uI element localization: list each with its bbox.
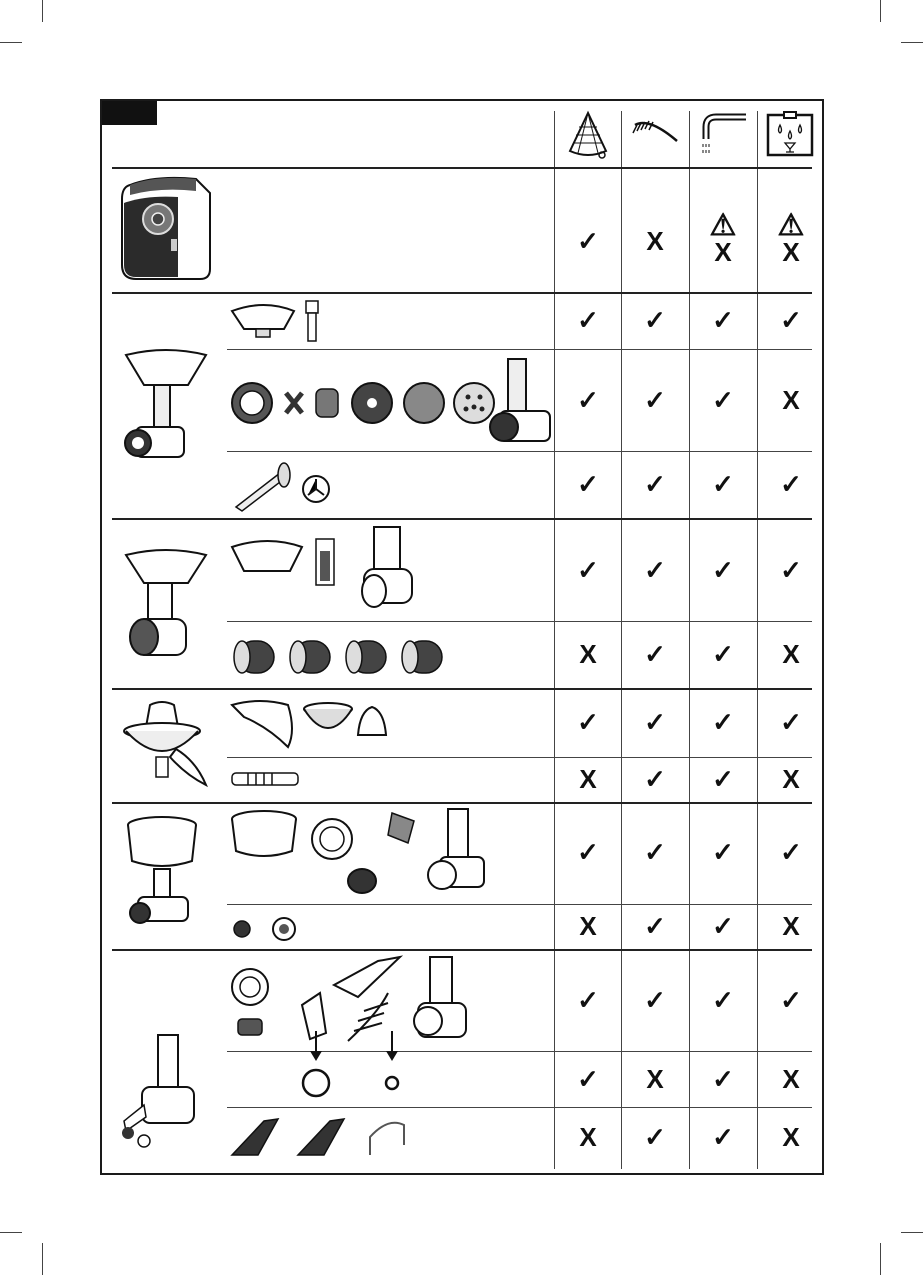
cell-mincer-blades-discs-housing-dishwasher [555,385,621,415]
row-divider [112,292,812,294]
check-mark: ✓ [644,305,666,335]
cell-pasta-attachment-parts-tap [690,985,756,1015]
check-mark: ✓ [644,469,666,499]
check-mark: ✓ [780,469,802,499]
cross-mark: X [646,226,664,256]
check-mark: ✓ [712,837,734,867]
cell-citrus-juicer-parts-damp [758,707,824,737]
cell-mincer-blades-discs-housing-damp [758,385,824,415]
row-divider [227,904,812,905]
crop-mark [42,1243,43,1275]
check-mark: ✓ [712,385,734,415]
check-mark: ✓ [577,385,599,415]
check-mark: ✓ [712,639,734,669]
cross-mark: X [782,1064,800,1094]
crop-mark [0,42,22,43]
cell-citrus-juicer-shaft-dishwasher [555,764,621,794]
cell-juicer-screw-cap-small-parts-dishwasher [555,911,621,941]
row-divider [227,757,812,758]
pasta-cutters-hook-parts [228,1111,428,1165]
cell-grater-hopper-pusher-housing-damp [758,555,824,585]
cell-motor-base-tap [690,209,756,267]
juicer-parts [228,803,498,901]
check-mark: ✓ [644,911,666,941]
cell-citrus-juicer-parts-tap [690,707,756,737]
cell-juicer-screw-cap-small-parts-damp [758,911,824,941]
check-mark: ✓ [577,1064,599,1094]
row-divider [227,451,812,452]
check-mark: ✓ [577,226,599,256]
cell-sausage-kebbe-attachments-brush [622,469,688,499]
cleaning-table [100,99,824,1175]
cross-mark: X [782,237,800,267]
cell-mincer-blades-discs-housing-brush [622,385,688,415]
grater-assembly-illustration [116,541,216,671]
cell-grater-drums-damp [758,639,824,669]
check-mark: ✓ [644,639,666,669]
pasta-seal-rings-diagram [228,1031,428,1103]
check-mark: ✓ [712,1064,734,1094]
cell-pasta-attachment-parts-brush [622,985,688,1015]
cross-mark: X [646,1064,664,1094]
grater-hopper-pusher-housing-parts [228,521,428,619]
cross-mark: X [782,764,800,794]
check-mark: ✓ [577,555,599,585]
cell-grater-hopper-pusher-housing-dishwasher [555,555,621,585]
cell-mincer-hopper-pusher-brush [622,305,688,335]
check-mark: ✓ [644,837,666,867]
cell-grater-hopper-pusher-housing-tap [690,555,756,585]
cross-mark: X [782,911,800,941]
cell-juicer-screw-cap-small-parts-tap [690,911,756,941]
check-mark: ✓ [712,764,734,794]
cell-mincer-hopper-pusher-dishwasher [555,305,621,335]
cell-mincer-hopper-pusher-tap [690,305,756,335]
row-divider [112,949,812,951]
cell-citrus-juicer-parts-dishwasher [555,707,621,737]
citrus-juicer-illustration [116,701,216,791]
cell-juicer-screw-cap-small-parts-brush [622,911,688,941]
cell-juicer-hopper-ring-screw-housing-tap [690,837,756,867]
cross-mark: X [579,1122,597,1152]
motor-base-illustration [116,173,216,285]
cell-sausage-kebbe-attachments-tap [690,469,756,499]
crop-mark [880,0,881,22]
row-divider [227,349,812,350]
cross-mark: X [782,639,800,669]
cell-juicer-hopper-ring-screw-housing-dishwasher [555,837,621,867]
cell-grater-drums-dishwasher [555,639,621,669]
check-mark: ✓ [577,305,599,335]
cross-mark: X [714,237,732,267]
cell-pasta-cutters-cleaning-hook-damp [758,1122,824,1152]
check-mark: ✓ [712,707,734,737]
cell-pasta-seal-rings-dishwasher [555,1064,621,1094]
check-mark: ✓ [644,385,666,415]
grater-drums-parts [228,629,458,685]
citrus-juicer-shaft-part [228,763,308,795]
cell-grater-drums-brush [622,639,688,669]
check-mark: ✓ [780,707,802,737]
cell-pasta-cutters-cleaning-hook-dishwasher [555,1122,621,1152]
check-mark: ✓ [780,985,802,1015]
cell-mincer-hopper-pusher-damp [758,305,824,335]
running-water-tap-icon [698,111,750,155]
juicer-small-parts [228,909,318,947]
check-mark: ✓ [712,305,734,335]
damp-cloth-wipe-icon [764,111,816,157]
check-mark: ✓ [644,985,666,1015]
cell-pasta-cutters-cleaning-hook-tap [690,1122,756,1152]
cross-mark: X [579,639,597,669]
check-mark: ✓ [712,985,734,1015]
cell-sausage-kebbe-attachments-damp [758,469,824,499]
check-mark: ✓ [644,707,666,737]
cross-mark: X [782,385,800,415]
cell-pasta-seal-rings-tap [690,1064,756,1094]
cell-citrus-juicer-shaft-damp [758,764,824,794]
citrus-juicer-parts [228,691,408,751]
cell-grater-drums-tap [690,639,756,669]
crop-mark [901,42,923,43]
cell-pasta-attachment-parts-damp [758,985,824,1015]
cross-mark: X [579,764,597,794]
cell-pasta-attachment-parts-dishwasher [555,985,621,1015]
warning-icon: ⚠ [777,209,805,242]
row-divider [112,167,812,169]
row-divider [112,518,812,520]
cross-mark: X [579,911,597,941]
dishwasher-basket-icon [562,109,614,161]
cell-pasta-cutters-cleaning-hook-brush [622,1122,688,1152]
cell-citrus-juicer-shaft-tap [690,764,756,794]
check-mark: ✓ [577,985,599,1015]
cell-juicer-hopper-ring-screw-housing-brush [622,837,688,867]
row-divider [227,1107,812,1108]
crop-mark [901,1232,923,1233]
crop-mark [880,1243,881,1275]
check-mark: ✓ [712,469,734,499]
cell-citrus-juicer-shaft-brush [622,764,688,794]
check-mark: ✓ [712,1122,734,1152]
cell-motor-base-dishwasher [555,226,621,256]
row-divider [227,621,812,622]
check-mark: ✓ [712,555,734,585]
mincer-assembly-illustration [116,341,216,471]
cell-motor-base-damp [758,209,824,267]
cell-motor-base-brush [622,226,688,256]
check-mark: ✓ [577,707,599,737]
check-mark: ✓ [577,837,599,867]
check-mark: ✓ [780,305,802,335]
section-tab [102,101,157,125]
check-mark: ✓ [577,469,599,499]
crop-mark [0,1232,22,1233]
cell-grater-hopper-pusher-housing-brush [622,555,688,585]
cell-pasta-seal-rings-brush [622,1064,688,1094]
check-mark: ✓ [712,911,734,941]
mincer-blades-discs-parts [228,353,558,449]
sausage-kebbe-parts [228,457,348,515]
check-mark: ✓ [780,837,802,867]
cell-mincer-blades-discs-housing-tap [690,385,756,415]
cell-juicer-hopper-ring-screw-housing-damp [758,837,824,867]
check-mark: ✓ [644,555,666,585]
juicer-assembly-illustration [116,813,216,943]
crop-mark [42,0,43,22]
cell-pasta-seal-rings-damp [758,1064,824,1094]
check-mark: ✓ [644,1122,666,1152]
check-mark: ✓ [780,555,802,585]
check-mark: ✓ [644,764,666,794]
row-divider [112,688,812,690]
mincer-hopper-pusher-parts [228,297,338,347]
cross-mark: X [782,1122,800,1152]
cell-sausage-kebbe-attachments-dishwasher [555,469,621,499]
cell-citrus-juicer-parts-brush [622,707,688,737]
warning-icon: ⚠ [709,209,737,242]
pasta-assembly-illustration [116,1021,216,1161]
cleaning-brush-icon [629,111,681,151]
